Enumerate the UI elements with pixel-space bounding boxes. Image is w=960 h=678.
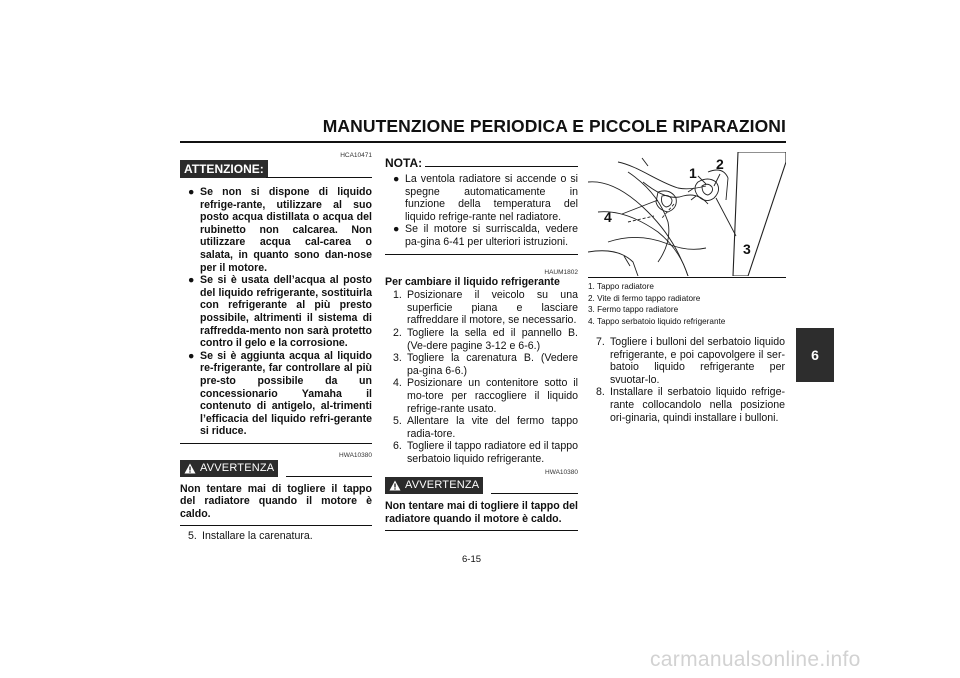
caption-item: 4. Tappo serbatoio liquido refrigerante — [588, 316, 726, 326]
bullet-icon: ● — [393, 223, 400, 236]
caution-end-rule — [180, 443, 372, 444]
step-item: 7. Togliere i bulloni del serbatoio liquido refrigerante, e poi capovolgere il ser-batoio liquido refrigerante per svuotar-lo. — [596, 336, 785, 386]
illustration-rule — [588, 277, 786, 278]
step-item: 5. Installare la carenatura. — [188, 529, 313, 542]
warning-label: AVVERTENZA — [405, 479, 480, 492]
column-3 — [588, 281, 785, 424]
warning-header-line — [491, 493, 578, 494]
note-header-line — [425, 166, 578, 167]
note-end-rule — [385, 254, 578, 255]
step-item: 4. Posizionare un contenitore sotto il mo-tore per raccogliere il liquido refrige-rante usato. — [393, 377, 578, 415]
warning-end-rule — [385, 530, 578, 531]
bullet-icon: ● — [188, 274, 195, 287]
caution-label: ATTENZIONE: — [180, 160, 268, 178]
radiator-illustration — [588, 152, 786, 276]
warning-code: HWA10380 — [545, 469, 578, 477]
warning-text: Non tentare mai di togliere il tappo del radiatore quando il motore è caldo. — [180, 482, 372, 521]
note-label: NOTA: — [385, 156, 423, 170]
column-2 — [385, 154, 578, 531]
step-item: 3. Togliere la carenatura B. (Vedere pa-gina 6-6.) — [393, 352, 578, 377]
step-item: 5. Allentare la vite del fermo tappo radia-tore. — [393, 415, 578, 440]
step-item: 6. Togliere il tappo radiatore ed il tappo serbatoio liquido refrigerante. — [393, 440, 578, 465]
note-item: ● La ventola radiatore si accende o si spegne automaticamente in funzione della temperatura del liquido refrige-rante nel radiatore. — [393, 173, 578, 223]
section-title: Per cambiare il liquido refrigerante — [385, 275, 560, 288]
warning-triangle-icon — [389, 480, 401, 491]
step-list — [385, 289, 578, 465]
caution-list — [180, 186, 372, 438]
step-item: 8. Installare il serbatoio liquido refrige-rante collocandolo nella posizione ori-ginaria, quindi installare i bulloni. — [596, 386, 785, 424]
illustration-drawing — [588, 152, 786, 276]
bullet-icon: ● — [188, 349, 195, 362]
callout-2: 2 — [716, 156, 724, 172]
section-tab: 6 — [796, 328, 834, 382]
page-title: MANUTENZIONE PERIODICA E PICCOLE RIPARAZIONI — [322, 116, 786, 136]
column-1 — [180, 152, 372, 542]
warning-text: Non tentare mai di togliere il tappo del radiatore quando il motore è caldo. — [385, 500, 578, 526]
bullet-icon: ● — [393, 173, 400, 185]
caption-list — [588, 281, 785, 327]
bullet-icon: ● — [188, 186, 195, 198]
callout-4: 4 — [604, 209, 612, 225]
warning-label-box — [385, 477, 483, 494]
warning-label-box — [180, 460, 278, 477]
warning-end-rule — [180, 525, 372, 526]
callout-3: 3 — [743, 241, 751, 257]
header-rule — [180, 141, 786, 143]
caption-item: 2. Vite di fermo tappo radiatore — [588, 293, 701, 303]
callout-1: 1 — [689, 165, 697, 181]
watermark-text: carmanualsonline.info — [650, 648, 861, 671]
section-code: HAUM1802 — [544, 268, 578, 276]
note-list — [385, 173, 578, 249]
step-item: 2. Togliere la sella ed il pannello B. (Ve-dere pagine 3-12 e 6-6.) — [393, 326, 578, 352]
warning-header-line — [286, 476, 372, 477]
caution-code: HCA10471 — [340, 152, 372, 159]
caution-header-line — [266, 177, 372, 178]
page-number: 6-15 — [462, 554, 482, 565]
caption-item: 1. Tappo radiatore — [588, 282, 654, 291]
step-item: 1. Posizionare il veicolo su una superficie piana e lasciare raffreddare il motore, se necessario. — [393, 289, 578, 327]
warning-label: AVVERTENZA — [200, 461, 275, 474]
note-item: ● Se il motore si surriscalda, vedere pa-gina 6-41 per ulteriori istruzioni. — [393, 223, 578, 248]
step-list — [588, 336, 785, 424]
caution-item: ● Se si è usata dell’acqua al posto del liquido refrigerante, sostituirla con refrigerante al più presto possibile, altrimenti il sistema di raffredda-mento non sarà protetto contro il gelo e la corrosione. — [188, 274, 372, 350]
caption-item: 3. Fermo tappo radiatore — [588, 305, 679, 314]
caution-item: ● Se si è aggiunta acqua al liquido re-frigerante, far controllare al più pre-sto possibile da un concessionario Yamaha il contenuto di antigelo, al-trimenti l’efficacia del liquido refri-gerante si riduce. — [188, 349, 372, 438]
caution-item: ● Se non si dispone di liquido refrige-rante, utilizzare al suo posto acqua distillata o acqua del rubinetto non calcarea. Non utilizzare acqua cal-carea o salata, in quanto sono dan-nose per il motore. — [188, 186, 372, 274]
warning-triangle-icon — [184, 463, 196, 474]
warning-code: HWA10380 — [339, 451, 372, 459]
